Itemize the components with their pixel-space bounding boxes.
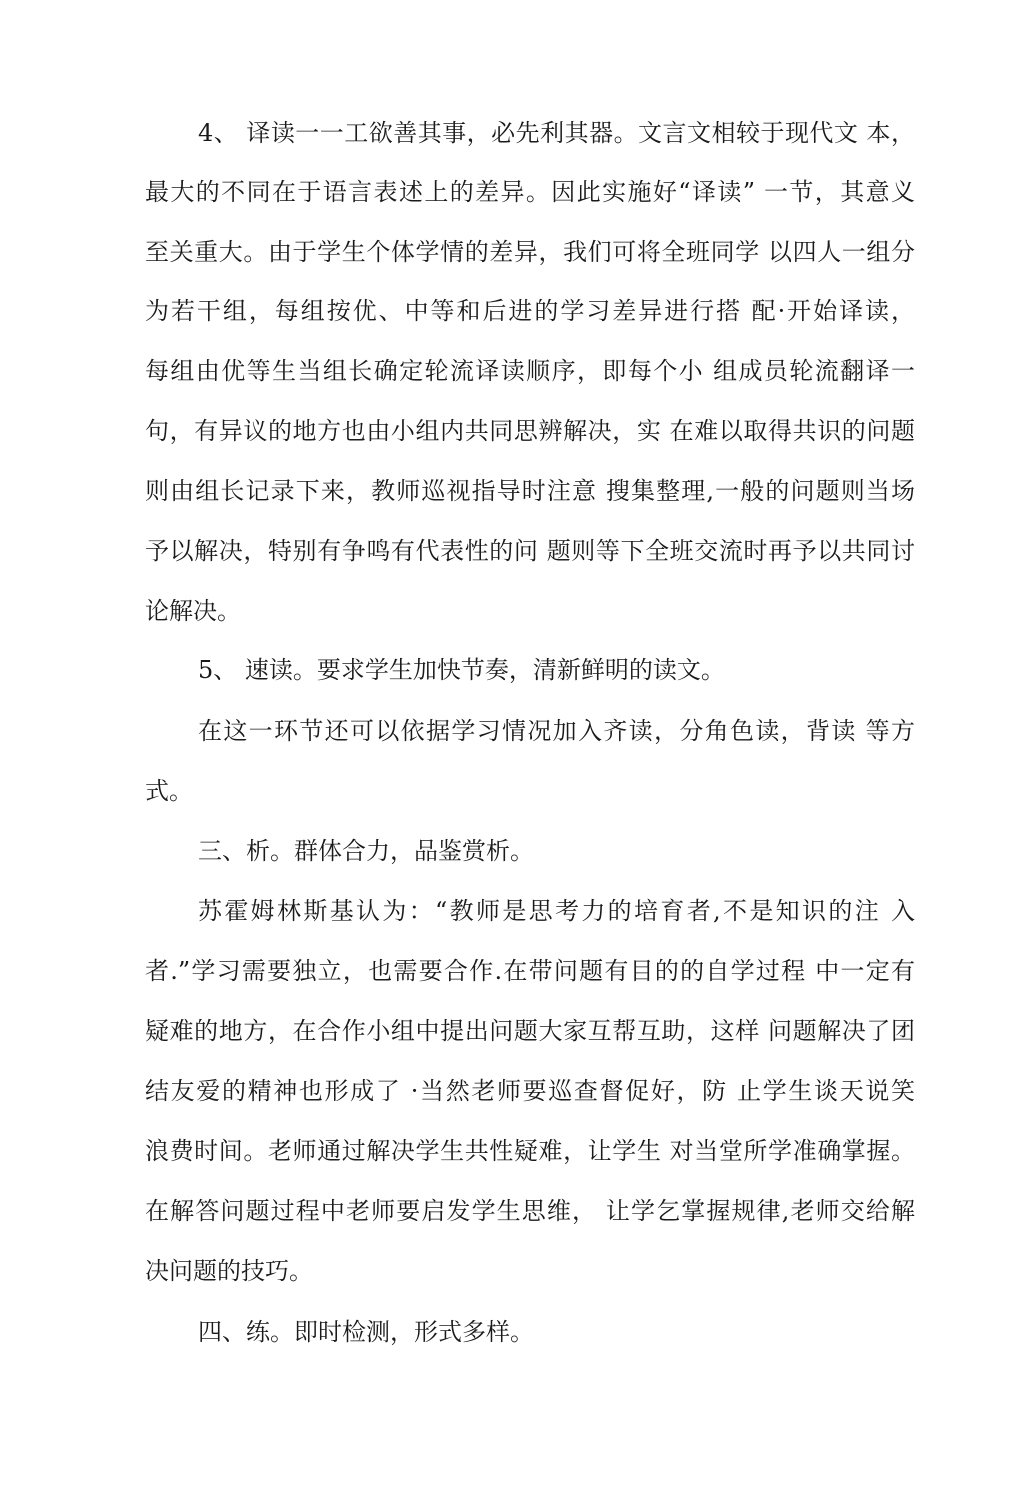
text-line: 决问题的技巧。	[145, 1257, 313, 1285]
text-line: 5、 速读。要求学生加快节奏，清新鲜明的读文。	[198, 656, 725, 684]
section-heading: 三、析。群体合力，品鉴赏析。	[198, 837, 534, 865]
text-line: 论解决。	[145, 597, 241, 625]
section-heading: 四、练。即时检测，形式多样。	[198, 1318, 534, 1346]
text-line: 为若干组，每组按优、中等和后进的学习差异进行搭 配·开始译读，	[145, 297, 915, 325]
text-line: 每组由优等生当组长确定轮流译读顺序，即每个小 组成员轮流翻译一	[145, 357, 915, 385]
text-line: 结友爱的精神也形成了 ·当然老师要巡查督促好，防 止学生谈天说笑	[145, 1077, 915, 1105]
text-line: 至关重大。由于学生个体学情的差异，我们可将全班同学 以四人一组分	[145, 238, 915, 266]
text-line: 4、 译读一一工欲善其事，必先利其器。文言文相较于现代文 本，	[198, 119, 915, 147]
text-line: 句，有异议的地方也由小组内共同思辨解决，实 在难以取得共识的问题	[145, 417, 915, 445]
text-line: 疑难的地方，在合作小组中提出问题大家互帮互助，这样 问题解决了团	[145, 1017, 915, 1045]
text-line: 式。	[145, 777, 193, 805]
text-line: 者.”学习需要独立，也需要合作.在带问题有目的的自学过程 中一定有	[145, 957, 915, 985]
text-line: 在这一环节还可以依据学习情况加入齐读，分角色读，背读 等方	[198, 717, 915, 745]
text-line: 苏霍姆林斯基认为：“教师是思考力的培育者,不是知识的注 入	[198, 897, 915, 925]
text-line: 予以解决，特别有争鸣有代表性的问 题则等下全班交流时再予以共同讨	[145, 537, 915, 565]
text-line: 最大的不同在于语言表述上的差异。因此实施好“译读” 一节，其意义	[145, 178, 915, 206]
text-line: 在解答问题过程中老师要启发学生思维， 让学乞掌握规律,老师交给解	[145, 1197, 915, 1225]
text-line: 则由组长记录下来，教师巡视指导时注意 搜集整理,一般的问题则当场	[145, 477, 915, 505]
text-line: 浪费时间。老师通过解决学生共性疑难，让学生 对当堂所学准确掌握。	[145, 1137, 915, 1165]
